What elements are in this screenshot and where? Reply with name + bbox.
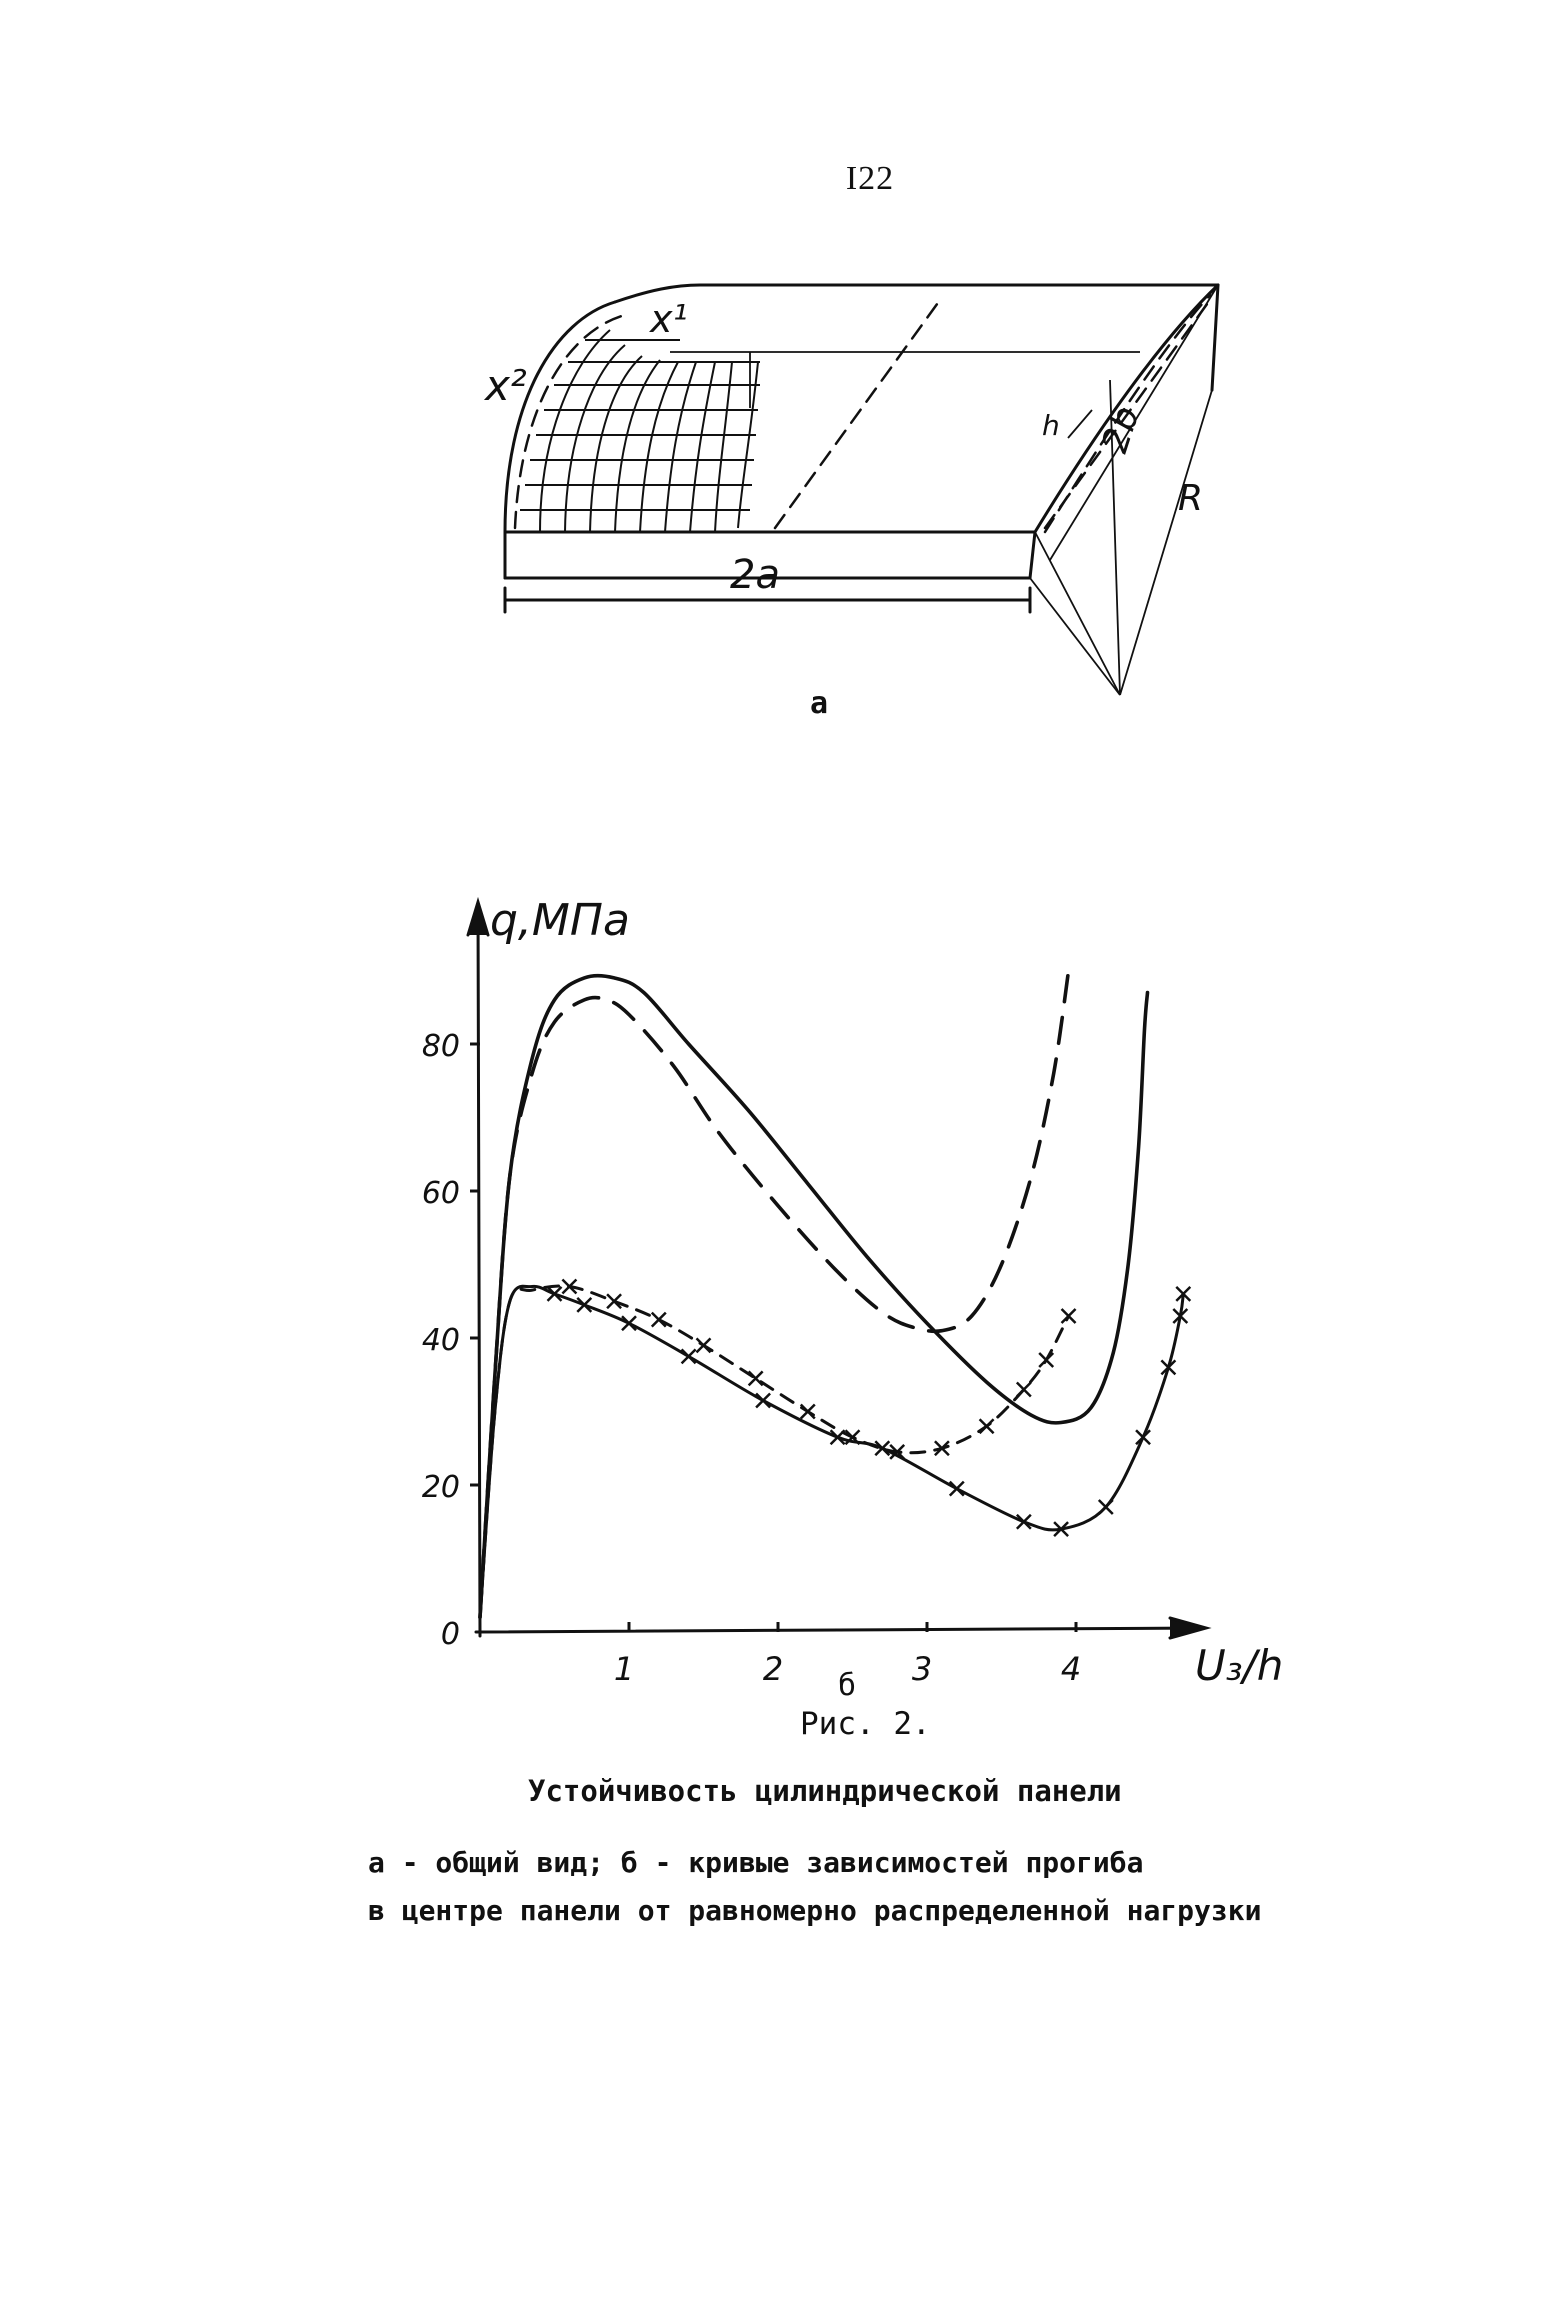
series-4-marker [801,1405,815,1419]
series-4-marker [749,1371,763,1385]
series-4-marker [697,1338,711,1352]
y-axis-arrow [468,902,488,935]
series-3-marker [622,1316,636,1330]
series-3-marker [756,1393,770,1407]
x-axis-label: U₃/h [1195,1641,1284,1690]
label-x2: x² [485,361,527,410]
series-3-marker [950,1482,964,1496]
label-2b: 2b [1094,401,1148,458]
x-tick-label: 3 [911,1650,933,1688]
series-3-marker [1099,1500,1113,1514]
series-4-marker [607,1294,621,1308]
series-4-marker [1062,1309,1076,1323]
y-tick-label: 60 [421,1176,460,1211]
x-tick-label: 2 [762,1650,784,1688]
series-line-3 [480,1286,1183,1617]
y-tick-label: 80 [421,1029,460,1064]
series-3-marker [577,1298,591,1312]
y-tick-label: 0 [440,1617,460,1652]
series-3-marker [831,1430,845,1444]
series-3-marker [1017,1515,1031,1529]
x-axis-line [476,1628,1205,1632]
page-number: I22 [845,160,895,197]
figure-description-line-2: в центре панели от равномерно распределенной нагрузки [368,1894,1262,1927]
series-line-2 [480,971,1069,1618]
series-4-marker [1017,1382,1031,1396]
y-tick-label: 40 [421,1323,460,1358]
series-3-marker [682,1349,696,1363]
series-3-marker [548,1287,562,1301]
y-axis-line [478,905,480,1636]
x-tick-label: 1 [613,1650,635,1688]
x-axis-arrow [1170,1618,1206,1638]
series-4-marker [652,1313,666,1327]
x-tick-label: 4 [1060,1650,1082,1688]
series-line-4 [480,1286,1069,1617]
figure-title: Устойчивость цилиндрической панели [528,1774,1122,1808]
label-2a: 2a [730,552,780,598]
series-line-1 [480,976,1148,1618]
label-h: h [1042,409,1060,442]
figure-description-line-1: а - общий вид; б - кривые зависимостей прогиба [368,1846,1144,1879]
label-x1: x¹ [650,297,688,341]
series-3-marker [1136,1430,1150,1444]
sublabel-a: а [810,686,829,721]
y-tick-label: 20 [421,1470,460,1505]
figure-number: Рис. 2. [800,1706,931,1742]
label-R: R [1178,478,1204,519]
y-axis-label: q,МПа [490,895,630,946]
series-4-marker [1039,1353,1053,1367]
series-4-marker [980,1419,994,1433]
sublabel-b: б [838,1668,857,1703]
